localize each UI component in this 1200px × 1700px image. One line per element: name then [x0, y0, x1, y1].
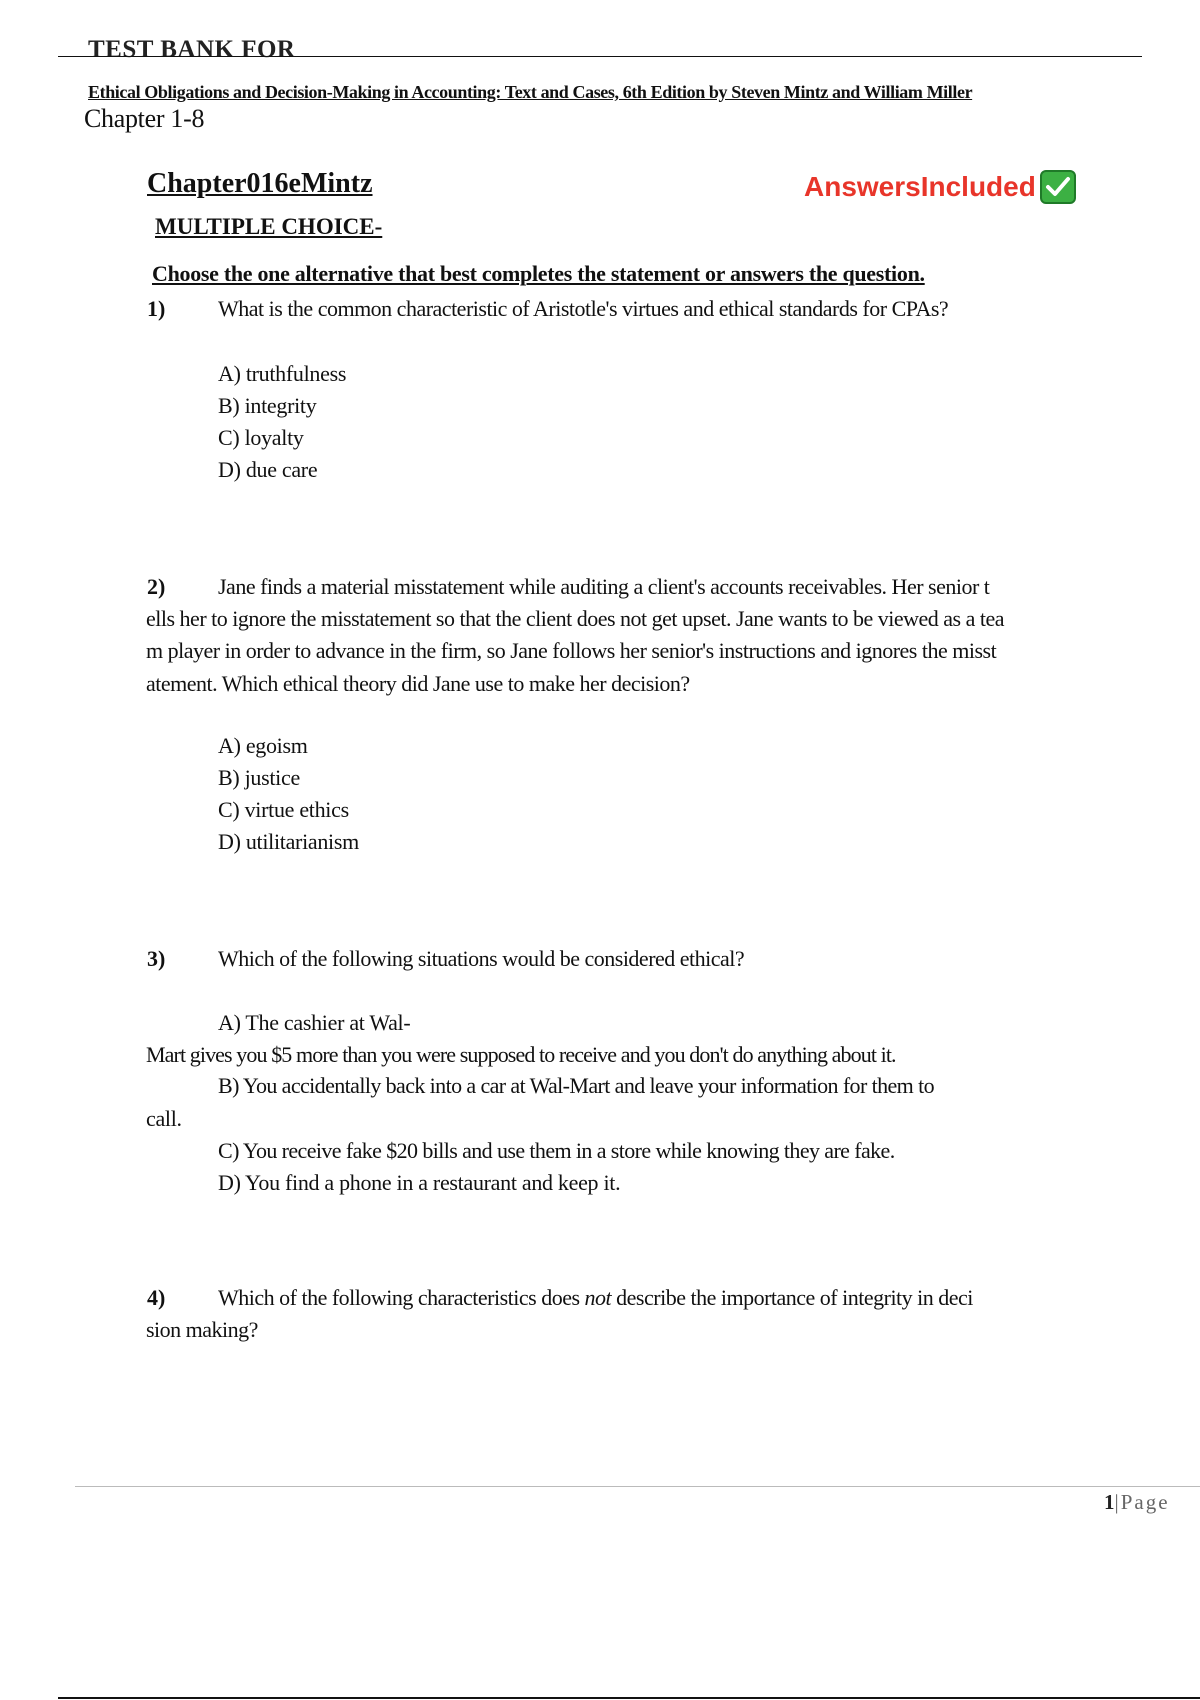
chapter-range: Chapter 1-8: [84, 104, 205, 133]
answers-included-badge: [804, 170, 1076, 204]
question-2-text-line: ells her to ignore the misstatement so that the client does not get upset. Jane wants to be viewed as a tea: [146, 606, 1005, 631]
test-bank-title: TEST BANK FOR: [88, 36, 296, 63]
header-rule: [58, 56, 1142, 57]
question-3-number: 3): [147, 946, 166, 971]
question-3-option-a-cont: Mart gives you $5 more than you were supposed to receive and you don't do anything about it.: [146, 1042, 896, 1067]
question-4-text-a: Which of the following characteristics does: [218, 1285, 585, 1310]
page-number-value: 1: [1104, 1490, 1115, 1514]
question-1-option-d: D) due care: [218, 457, 318, 482]
question-3-option-c: C) You receive fake $20 bills and use them in a store while knowing they are fake.: [218, 1138, 895, 1163]
question-2-option-c: C) virtue ethics: [218, 797, 349, 822]
multiple-choice-heading: MULTIPLE CHOICE-: [155, 214, 383, 239]
question-1-text: What is the common characteristic of Aristotle's virtues and ethical standards for CPAs?: [218, 296, 949, 321]
question-1-number: 1): [147, 296, 166, 321]
question-4-text-b: describe the importance of integrity in deci: [611, 1285, 973, 1310]
question-2-text-line: m player in order to advance in the firm, so Jane follows her senior's instructions and ignores the misst: [146, 638, 997, 663]
question-1-option-b: B) integrity: [218, 393, 317, 418]
question-3-option-b-cont: call.: [146, 1106, 182, 1131]
question-2-option-b: B) justice: [218, 765, 300, 790]
instructions: Choose the one alternative that best completes the statement or answers the question.: [152, 261, 925, 286]
question-3-option-b: B) You accidentally back into a car at Wal-Mart and leave your information for them to: [218, 1073, 934, 1098]
question-4-number: 4): [147, 1285, 166, 1310]
question-2-option-a: A) egoism: [218, 733, 308, 758]
page-label: |Page: [1114, 1490, 1170, 1514]
page-number: [1104, 1490, 1170, 1515]
check-mark-icon: [1040, 170, 1076, 204]
question-2-text-line: atement. Which ethical theory did Jane use to make her decision?: [146, 671, 690, 696]
book-title: Ethical Obligations and Decision-Making in Accounting: Text and Cases, 6th Edition by Steven Mintz and William Miller: [88, 82, 973, 102]
bottom-border: [58, 1697, 1200, 1699]
answers-included-label: AnswersIncluded: [804, 171, 1036, 202]
question-3-text: Which of the following situations would be considered ethical?: [218, 946, 745, 971]
question-4-text: [218, 1285, 973, 1311]
question-2-number: 2): [147, 574, 166, 599]
question-4-text-cont: sion making?: [146, 1317, 258, 1342]
question-1-option-c: C) loyalty: [218, 425, 304, 450]
question-3-option-d: D) You find a phone in a restaurant and keep it.: [218, 1170, 621, 1195]
footer-rule: [75, 1486, 1200, 1487]
question-2-option-d: D) utilitarianism: [218, 829, 359, 854]
question-3-option-a: A) The cashier at Wal-: [218, 1010, 411, 1035]
question-4-emphasis: not: [584, 1285, 612, 1310]
question-2-text-line: Jane finds a material misstatement while auditing a client's accounts receivables. Her senior t: [218, 574, 990, 599]
question-1-option-a: A) truthfulness: [218, 361, 347, 386]
chapter-name: Chapter016eMintz: [147, 168, 373, 199]
